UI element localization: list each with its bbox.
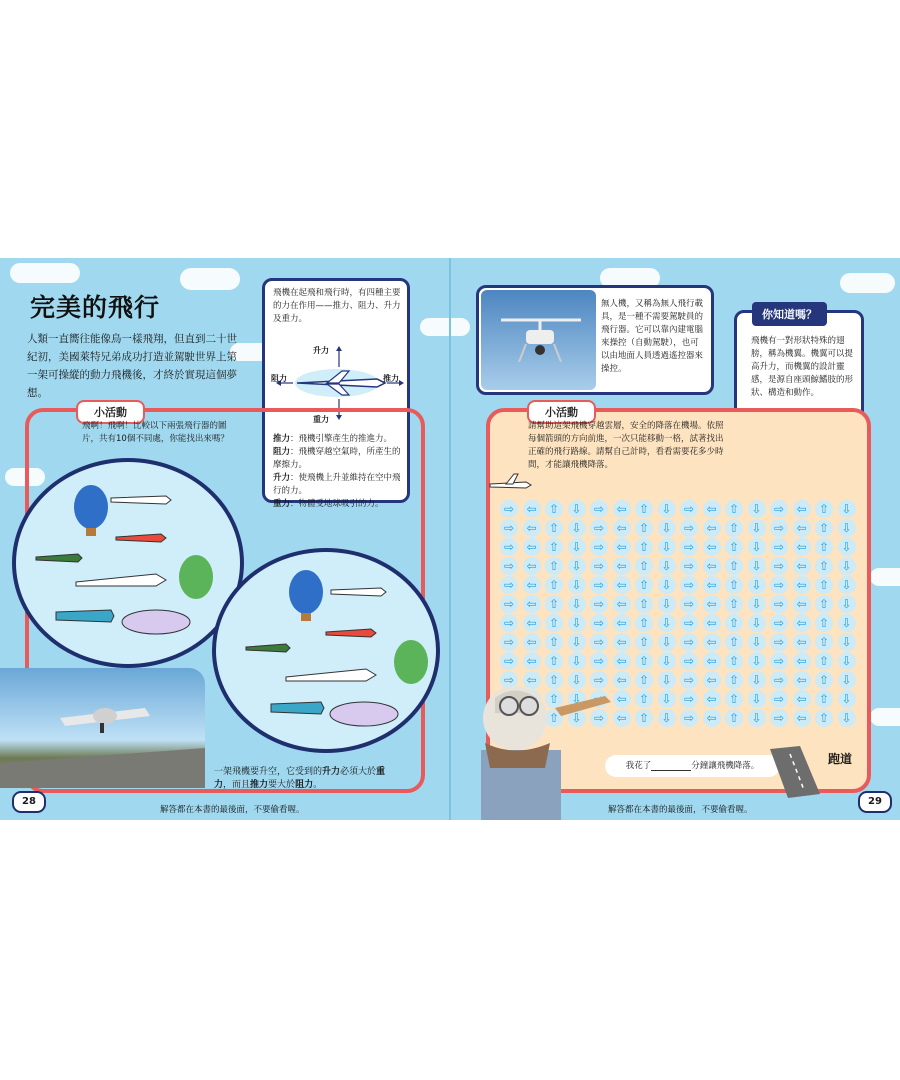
maze-arrow: ⇩ [838,557,856,575]
maze-arrow: ⇩ [658,690,676,708]
maze-arrow: ⇨ [590,595,608,613]
maze-arrow: ⇨ [770,671,788,689]
maze-arrow: ⇧ [725,671,743,689]
maze-arrow: ⇨ [500,652,518,670]
cloud [420,318,470,336]
maze-arrow: ⇧ [635,709,653,727]
maze-arrow: ⇩ [838,595,856,613]
maze-arrow: ⇦ [793,614,811,632]
maze-arrow: ⇩ [568,671,586,689]
maze-arrow: ⇨ [500,614,518,632]
maze-arrow: ⇨ [770,614,788,632]
maze-arrow: ⇧ [725,652,743,670]
maze-arrow: ⇧ [545,557,563,575]
maze-arrow: ⇧ [815,500,833,518]
maze-arrow: ⇦ [793,595,811,613]
maze-arrow: ⇦ [613,652,631,670]
maze-arrow: ⇦ [703,614,721,632]
activity-instructions: 飛啊！飛啊！比較以下兩張飛行器的圖片，共有10個不同處，你能找出來嗎？ [82,421,229,444]
maze-arrow: ⇧ [635,576,653,594]
maze-arrow: ⇦ [703,690,721,708]
maze-arrow: ⇩ [568,690,586,708]
maze-arrow: ⇨ [680,709,698,727]
maze-arrow: ⇩ [748,633,766,651]
drone-icon [481,290,596,390]
timer-field: 我花了 分鐘讓飛機降落。 [605,755,780,777]
maze-arrow: ⇧ [635,595,653,613]
maze-arrow: ⇦ [703,500,721,518]
maze-arrow: ⇧ [725,519,743,537]
maze-arrow: ⇦ [523,671,541,689]
maze-arrow: ⇩ [748,538,766,556]
maze-arrow: ⇨ [590,709,608,727]
maze-arrow: ⇩ [838,652,856,670]
maze-arrow: ⇩ [568,538,586,556]
maze-arrow: ⇨ [680,652,698,670]
maze-arrow: ⇩ [838,576,856,594]
maze-arrow: ⇧ [725,633,743,651]
maze-arrow: ⇦ [703,557,721,575]
maze-arrow: ⇦ [613,709,631,727]
maze-arrow: ⇧ [815,671,833,689]
maze-arrow: ⇩ [568,576,586,594]
thrust-label: 推力 [383,374,399,383]
maze-arrow: ⇩ [568,519,586,537]
maze-arrow: ⇨ [590,538,608,556]
maze-arrow: ⇧ [545,519,563,537]
forces-intro: 飛機在起飛和飛行時，有四種主要的力在作用——推力、阻力、升力及重力。 [273,288,401,324]
maze-arrow: ⇧ [635,519,653,537]
maze-arrow: ⇩ [658,500,676,518]
maze-arrow: ⇩ [838,538,856,556]
maze-arrow: ⇩ [658,576,676,594]
maze-arrow: ⇩ [748,709,766,727]
maze-arrow: ⇦ [793,633,811,651]
maze-arrow: ⇧ [635,652,653,670]
maze-arrow: ⇦ [793,557,811,575]
maze-arrow: ⇦ [703,633,721,651]
maze-arrow: ⇦ [523,595,541,613]
maze-arrow: ⇨ [770,519,788,537]
book-spread [0,258,900,820]
footer-right: 解答都在本書的最後面，不要偷看喔。 [608,805,753,815]
maze-arrow: ⇨ [500,538,518,556]
maze-arrow: ⇧ [545,576,563,594]
drag-label: 阻力 [271,374,287,383]
maze-arrow: ⇦ [703,709,721,727]
maze-arrow: ⇧ [815,690,833,708]
maze-arrow: ⇨ [680,633,698,651]
did-you-know-label: 你知道嗎？ [752,302,827,326]
maze-arrow: ⇧ [545,652,563,670]
maze-arrow: ⇩ [748,614,766,632]
maze-arrow: ⇩ [568,614,586,632]
maze-instructions: 請幫助這架飛機穿越雲層，安全的降落在機場。依照每個箭頭的方向前進，一次只能移動一格，試著找出正確的飛行路線。請幫自己計時，看看需要花多少時間，才能讓飛機降落。 [528,421,724,470]
maze-arrow: ⇦ [523,500,541,518]
maze-arrow: ⇩ [838,614,856,632]
maze-arrow: ⇧ [545,690,563,708]
maze-arrow: ⇨ [680,595,698,613]
maze-arrow: ⇦ [613,633,631,651]
maze-arrow: ⇨ [590,576,608,594]
maze-arrow: ⇧ [815,614,833,632]
cloud [10,263,80,283]
maze-arrow: ⇨ [500,500,518,518]
drone-photo [481,290,596,390]
page-gutter [449,258,451,820]
maze-arrow: ⇧ [635,538,653,556]
maze-arrow: ⇨ [770,595,788,613]
maze-arrow: ⇨ [770,633,788,651]
maze-arrow: ⇩ [838,633,856,651]
maze-arrow: ⇦ [793,671,811,689]
maze-arrow: ⇦ [613,576,631,594]
maze-arrow: ⇦ [703,576,721,594]
maze-arrow: ⇧ [725,500,743,518]
child-photo [465,658,615,820]
maze-arrow: ⇨ [590,614,608,632]
maze-arrow: ⇧ [725,576,743,594]
maze-arrow: ⇧ [545,500,563,518]
maze-arrow: ⇩ [568,595,586,613]
maze-arrow: ⇨ [680,614,698,632]
maze-arrow: ⇦ [613,614,631,632]
maze-arrow: ⇧ [815,557,833,575]
maze-arrow: ⇦ [793,500,811,518]
maze-arrow: ⇨ [680,576,698,594]
maze-arrow: ⇨ [680,557,698,575]
maze-arrow: ⇨ [680,519,698,537]
maze-arrow: ⇦ [613,557,631,575]
maze-arrow: ⇨ [500,671,518,689]
maze-arrow: ⇩ [568,557,586,575]
maze-arrow: ⇧ [545,538,563,556]
maze-arrow: ⇧ [635,557,653,575]
puzzle-image-a [12,458,244,668]
maze-arrow: ⇧ [725,595,743,613]
maze-arrow: ⇦ [793,576,811,594]
maze-arrow: ⇨ [770,557,788,575]
plane-start-icon [486,470,536,500]
maze-arrow: ⇩ [568,500,586,518]
page-number-left: 28 [12,791,46,813]
maze-arrow: ⇦ [793,709,811,727]
maze-arrow: ⇦ [613,500,631,518]
maze-arrow: ⇨ [770,538,788,556]
maze-arrow: ⇨ [680,671,698,689]
maze-arrow: ⇧ [725,538,743,556]
maze-activity-tag: 小活動 [527,400,596,424]
maze-arrow: ⇩ [838,709,856,727]
maze-arrow: ⇧ [815,519,833,537]
maze-arrow: ⇧ [635,690,653,708]
maze-arrow: ⇧ [815,595,833,613]
airplane-takeoff-photo [0,668,205,788]
puzzle-image-b [212,548,440,753]
maze-arrow: ⇨ [590,633,608,651]
maze-arrow: ⇧ [815,652,833,670]
maze-arrow: ⇩ [658,538,676,556]
footer-left: 解答都在本書的最後面，不要偷看喔。 [160,805,305,815]
maze-arrow: ⇦ [613,519,631,537]
maze-arrow: ⇨ [590,557,608,575]
maze-arrow: ⇨ [770,500,788,518]
maze-arrow: ⇨ [500,557,518,575]
maze-arrow: ⇦ [523,576,541,594]
maze-arrow: ⇧ [815,709,833,727]
aircraft-illustration-a [16,462,244,668]
page-title: 完美的飛行 [30,293,161,322]
cloud [180,268,240,290]
maze-arrow: ⇨ [500,519,518,537]
maze-arrow: ⇩ [748,690,766,708]
maze-arrow: ⇩ [748,557,766,575]
maze-arrow: ⇧ [545,633,563,651]
maze-arrow: ⇩ [748,519,766,537]
maze-arrow: ⇦ [613,595,631,613]
runway-icon [760,744,830,799]
maze-arrow: ⇩ [838,500,856,518]
maze-arrow: ⇦ [613,671,631,689]
drone-box [476,285,714,395]
activity-tag: 小活動 [76,400,145,424]
maze-arrow: ⇦ [703,652,721,670]
maze-arrow: ⇦ [703,595,721,613]
definition-gravity: 重力：物體受地球吸引的力。 [273,499,384,509]
maze-arrow: ⇩ [838,519,856,537]
maze-arrow: ⇩ [658,557,676,575]
lift-label: 升力 [313,346,329,355]
maze-arrow: ⇩ [658,633,676,651]
maze-arrow: ⇦ [613,538,631,556]
maze-arrow: ⇨ [590,500,608,518]
maze-arrow: ⇦ [523,633,541,651]
cloud [870,568,900,586]
maze-arrow: ⇦ [523,614,541,632]
maze-arrow: ⇩ [658,709,676,727]
maze-arrow: ⇩ [568,633,586,651]
maze-arrow: ⇩ [658,519,676,537]
maze-arrow: ⇩ [568,652,586,670]
maze-arrow: ⇩ [838,671,856,689]
child-pilot-illustration [465,658,615,820]
maze-arrow: ⇦ [523,557,541,575]
maze-arrow: ⇧ [635,614,653,632]
maze-arrow: ⇨ [500,633,518,651]
maze-arrow: ⇧ [545,595,563,613]
maze-arrow: ⇨ [770,709,788,727]
maze-arrow: ⇩ [748,576,766,594]
page-number-right: 29 [858,791,892,813]
maze-arrow: ⇩ [658,614,676,632]
definition-lift: 升力：使飛機上升並維持在空中飛行的力。 [273,473,401,496]
maze-arrow: ⇨ [500,576,518,594]
maze-arrow: ⇧ [725,690,743,708]
definition-drag: 阻力：飛機穿越空氣時，所產生的摩擦力。 [273,447,401,470]
maze-arrow: ⇩ [748,671,766,689]
maze-arrow: ⇦ [523,519,541,537]
maze-arrow: ⇧ [815,633,833,651]
maze-arrow: ⇦ [703,538,721,556]
maze-arrow: ⇩ [568,709,586,727]
timer-blank[interactable] [651,760,691,771]
maze-arrow: ⇦ [523,538,541,556]
maze-arrow: ⇩ [748,595,766,613]
maze-arrow: ⇧ [815,576,833,594]
maze-arrow: ⇩ [658,671,676,689]
aircraft-illustration-b [216,552,440,753]
maze-arrow: ⇧ [545,709,563,727]
maze-arrow: ⇧ [635,500,653,518]
maze-arrow: ⇩ [658,595,676,613]
maze-arrow: ⇧ [635,633,653,651]
definition-thrust: 推力：飛機引擎產生的推進力。 [273,434,393,444]
maze-arrow: ⇨ [770,652,788,670]
maze-arrow: ⇦ [613,690,631,708]
maze-arrow: ⇨ [680,538,698,556]
maze-arrow: ⇨ [500,595,518,613]
maze-arrow: ⇩ [748,500,766,518]
cloud [840,273,895,293]
takeoff-photo [0,668,205,788]
maze-arrow: ⇨ [590,519,608,537]
maze-arrow: ⇧ [725,709,743,727]
maze-arrow: ⇦ [793,690,811,708]
maze-arrow: ⇦ [523,652,541,670]
maze-arrow: ⇧ [545,614,563,632]
maze-arrow: ⇨ [590,652,608,670]
gravity-label: 重力 [313,415,329,424]
maze-arrow: ⇦ [793,519,811,537]
maze-arrow: ⇦ [703,671,721,689]
cloud [870,708,900,726]
maze-arrow: ⇨ [680,690,698,708]
maze-arrow: ⇦ [793,652,811,670]
maze-arrow: ⇩ [748,652,766,670]
maze-arrow: ⇨ [770,690,788,708]
maze-arrow: ⇧ [725,614,743,632]
maze-arrow: ⇧ [635,671,653,689]
maze-arrow: ⇧ [725,557,743,575]
did-you-know-text: 飛機有一對形狀特殊的翅膀，稱為機翼。機翼可以提高升力，而機翼的設計靈感，是源自座頭鯨鰭肢的形狀、構造和動作。 [751,336,854,398]
intro-text: 人類一直嚮往能像鳥一樣飛翔，但直到二十世紀初，美國萊特兄弟成功打造並駕駛世界上第一架可操縱的動力飛機後，才終於實現這個夢想。 [27,333,237,399]
maze-arrow: ⇧ [545,671,563,689]
runway-label: 跑道 [828,752,853,766]
maze-arrow: ⇩ [658,652,676,670]
maze-arrow: ⇩ [838,690,856,708]
maze-arrow: ⇦ [703,519,721,537]
maze-arrow: ⇨ [590,671,608,689]
maze-arrow: ⇦ [793,538,811,556]
maze-arrow: ⇧ [815,538,833,556]
maze-arrow: ⇨ [680,500,698,518]
drone-text: 無人機，又稱為無人飛行載具，是一種不需要駕駛員的飛行器。它可以靠內建電腦來操控（自動駕駛），也可以由地面人員透過遙控器來操控。 [601,299,704,374]
lift-caption: 一架飛機要升空，它受到的升力必須大於重力，而且推力要大於阻力。 [214,767,386,790]
maze-arrow: ⇨ [770,576,788,594]
